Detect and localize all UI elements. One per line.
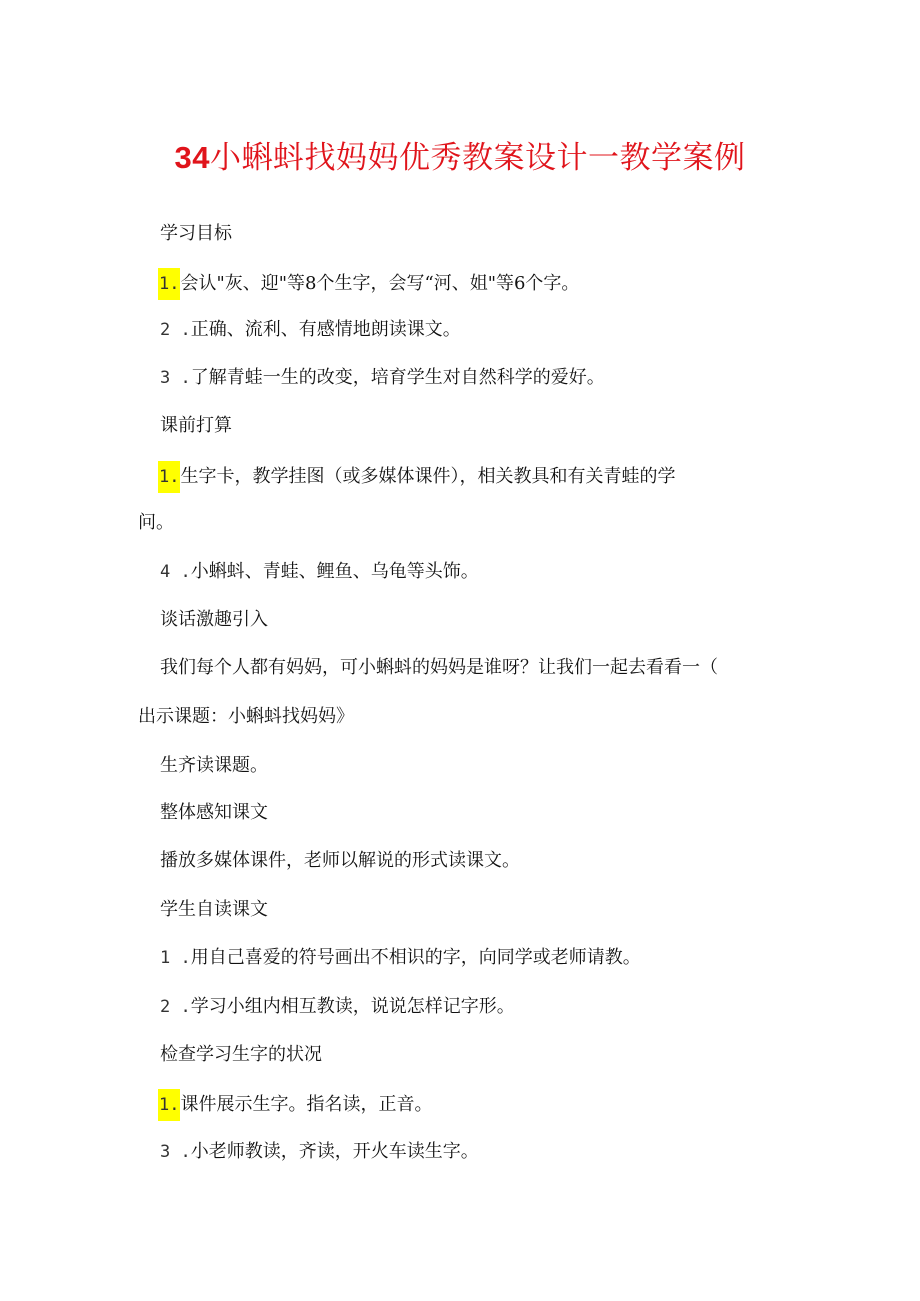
intro-paragraph: [160, 654, 718, 682]
section-heading-preparation: [160, 412, 232, 440]
line-text: 小老师教读，齐读，开火车读生字。: [190, 1141, 479, 1162]
goal-item-3: [160, 364, 605, 392]
line-text: 生齐读课题。: [160, 755, 268, 776]
title-text: 小蝌蚪找妈妈优秀教案设计一教学案例: [209, 140, 746, 176]
line-text: 生字卡，教学挂图（或多媒体课件），相关教具和有关青蛙的学: [180, 466, 676, 487]
perception-paragraph: [160, 847, 520, 875]
line-text: 了解青蛙一生的改变，培育学生对自然科学的爱好。: [190, 367, 605, 388]
prep-item-1: [158, 461, 675, 493]
highlighted-number: 1.: [158, 1089, 180, 1121]
self-reading-item-2: [160, 993, 515, 1021]
prep-item-4: [160, 558, 479, 586]
section-heading-goals: [160, 220, 232, 248]
item-number: 2 .: [160, 997, 191, 1017]
line-text: 用自己喜爱的符号画出不相识的字，向同学或老师请教。: [190, 947, 641, 968]
item-number: 1 .: [160, 948, 191, 968]
check-item-3: [160, 1138, 479, 1166]
item-number: 4 .: [160, 562, 191, 582]
highlighted-number: 1.: [158, 268, 180, 300]
read-title-line: [160, 752, 268, 780]
item-number: 3 .: [160, 1142, 191, 1162]
prep-item-1-continued: [138, 509, 174, 537]
intro-paragraph-continued: [138, 703, 354, 731]
check-item-1: [158, 1089, 432, 1121]
line-text: 课前打算: [160, 415, 232, 436]
goal-item-1: [158, 268, 579, 300]
goal-item-2: [160, 316, 461, 344]
line-text: 会认"灰、迎"等8个生字，会写“河、姐"等6个字。: [180, 273, 580, 294]
line-text: 课件展示生字。指名读，正音。: [180, 1094, 433, 1115]
line-text: 检查学习生字的状况: [160, 1044, 322, 1065]
title-number: 34: [174, 140, 210, 175]
line-text: 问。: [138, 512, 174, 533]
section-heading-self-reading: [160, 896, 268, 924]
highlighted-number: 1.: [158, 461, 180, 493]
line-text: 我们每个人都有妈妈，可小蝌蚪的妈妈是谁呀？让我们一起去看看一（: [160, 657, 718, 678]
document-title: [0, 136, 920, 180]
item-number: 3 .: [160, 368, 191, 388]
line-text: 学生自读课文: [160, 899, 268, 920]
line-text: 小蝌蚪、青蛙、鲤鱼、乌龟等头饰。: [190, 561, 479, 582]
line-text: 出示课题：小蝌蚪找妈妈》: [138, 706, 354, 727]
line-text: 学习小组内相互教读，说说怎样记字形。: [190, 996, 515, 1017]
line-text: 播放多媒体课件，老师以解说的形式读课文。: [160, 850, 520, 871]
self-reading-item-1: [160, 944, 641, 972]
line-text: 整体感知课文: [160, 802, 268, 823]
line-text: 学习目标: [160, 223, 232, 244]
item-number: 2 .: [160, 320, 191, 340]
section-heading-intro: [160, 606, 268, 634]
line-text: 谈话激趣引入: [160, 609, 268, 630]
section-heading-check: [160, 1041, 322, 1069]
section-heading-perception: [160, 799, 268, 827]
line-text: 正确、流利、有感情地朗读课文。: [190, 319, 461, 340]
